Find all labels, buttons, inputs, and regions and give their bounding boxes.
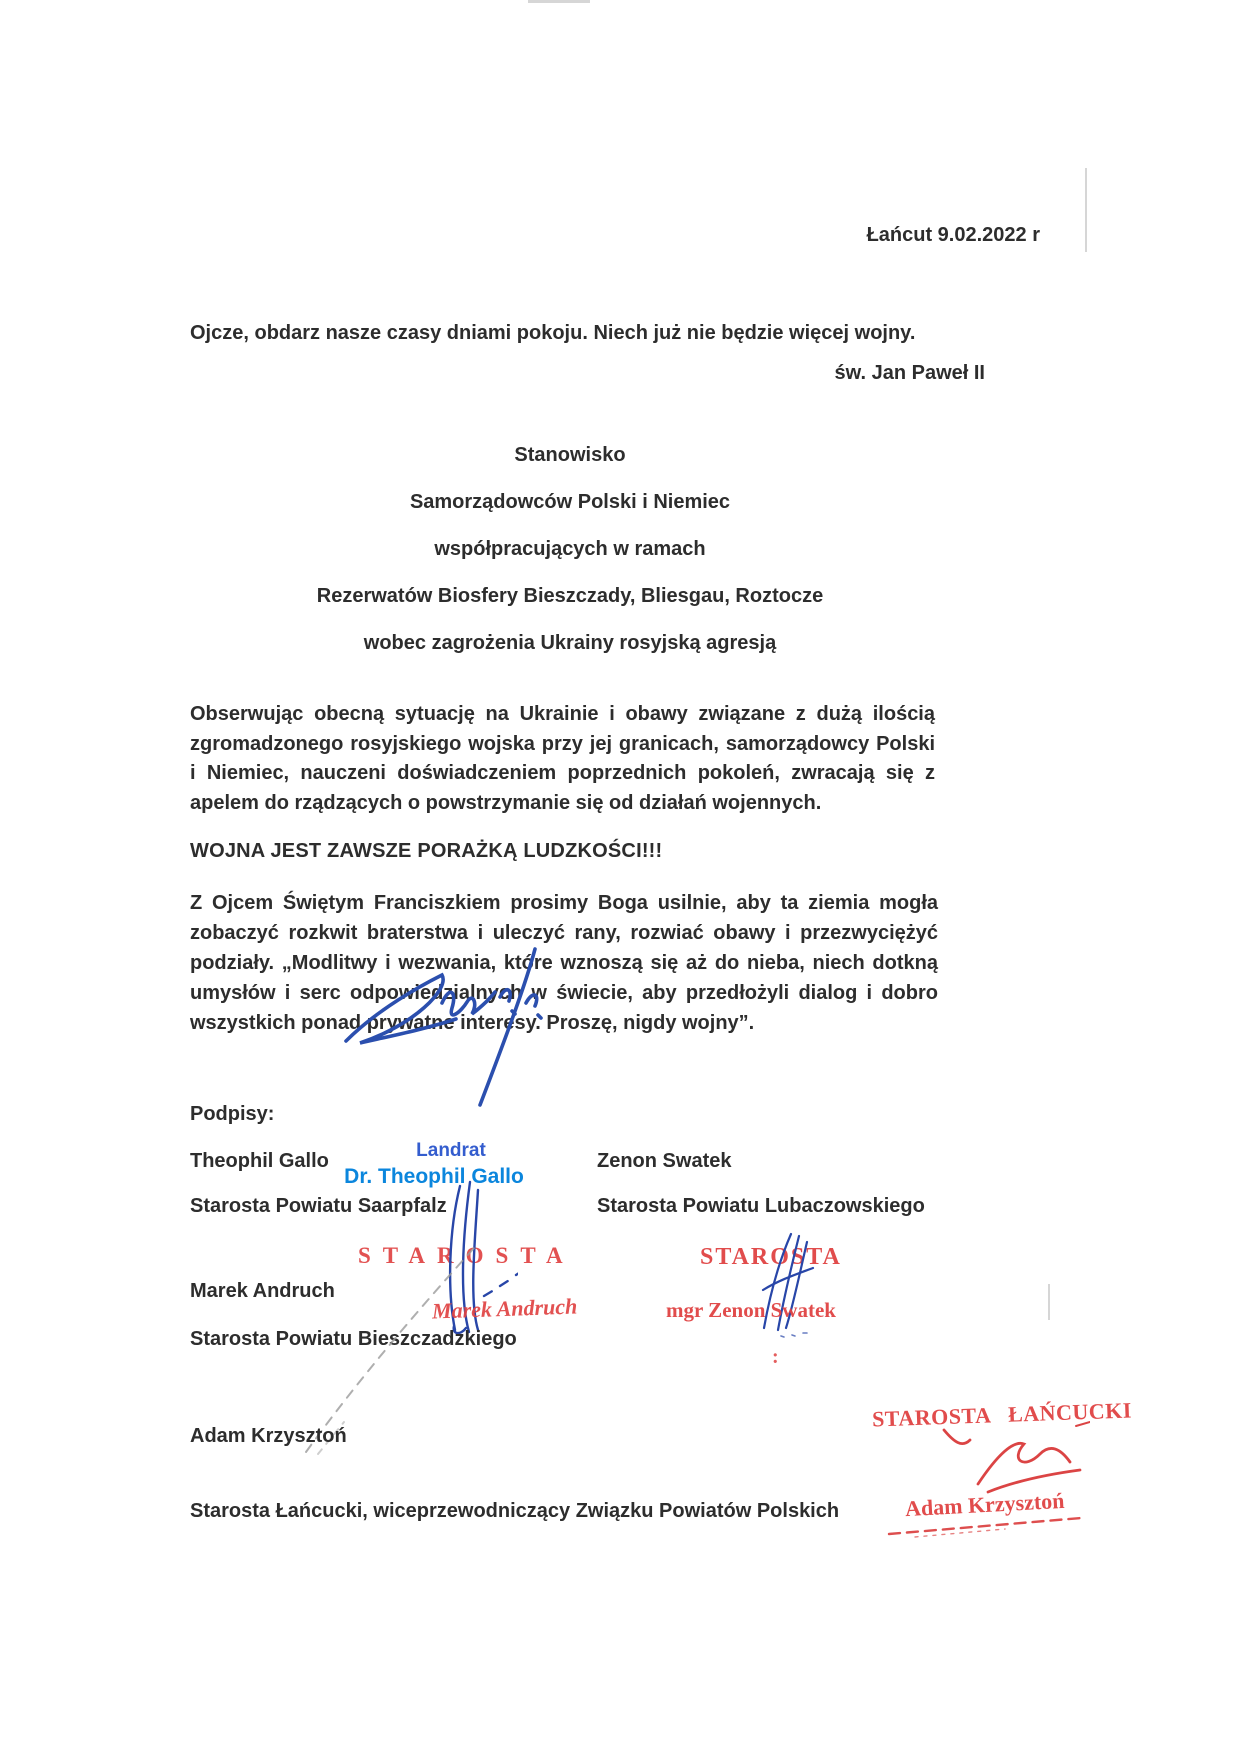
signatory-andruch-title: Starosta Powiatu Bieszczadzkiego [190, 1328, 517, 1350]
quote-attribution: św. Jan Paweł II [834, 362, 985, 384]
scan-edge-artifact-top [528, 0, 590, 3]
document-title [190, 432, 950, 667]
dateline: Łańcut 9.02.2022 r [866, 224, 1040, 246]
swatek-stamp-name: mgr Zenon Swatek [666, 1298, 836, 1322]
slogan-line: WOJNA JEST ZAWSZE PORAŻKĄ LUDZKOŚCI!!! [190, 840, 663, 862]
krzyszton-stamp-header: STAROSTA ŁAŃCUCKI [871, 1397, 1133, 1432]
krzyszton-stamp-name: Adam Krzysztoń [904, 1487, 1066, 1522]
gallo-stamp-title: Landrat [416, 1140, 486, 1161]
andruch-stamp-name: Marek Andruch [431, 1293, 578, 1324]
signatory-krzyszton-title: Starosta Łańcucki, wiceprzewodniczący Związku Powiatów Polskich [190, 1500, 840, 1522]
swatek-stamp-mark: : [772, 1346, 779, 1368]
signatory-gallo-title: Starosta Powiatu Saarpfalz [190, 1195, 447, 1217]
title-line-4: Rezerwatów Biosfery Bieszczady, Bliesgau, Roztocze [316, 585, 824, 607]
scan-edge-artifact-right-1 [1085, 168, 1087, 252]
gallo-stamp-name: Dr. Theophil Gallo [344, 1164, 524, 1188]
signatory-krzyszton-name: Adam Krzysztoń [190, 1425, 347, 1447]
paragraph-2: Z Ojcem Świętym Franciszkiem prosimy Boga usilnie, aby ta ziemia mogła zobaczyć rozkwit braterstwa i uleczyć rany, rozwiać obawy i przezwyciężyć podziały. „Modlitwy i wezwania, które wznoszą się aż do nieba, niech dotkną umysłów i serc odpowiedzialnych w świecie, aby przedłożyli dialog i dobro wszystkich ponad prywatne interesy. Proszę, nigdy wojny”. [190, 892, 938, 1034]
opening-quote: Ojcze, obdarz nasze czasy dniami pokoju. Niech już nie będzie więcej wojny. [190, 322, 916, 344]
title-line-5: wobec zagrożenia Ukrainy rosyjską agresją [363, 632, 777, 654]
gallo-signature [330, 945, 555, 1113]
swatek-stamp-header: STAROSTA [700, 1244, 842, 1270]
paragraph-1: Obserwując obecną sytuację na Ukrainie i obawy związane z dużą ilością zgromadzonego rosyjskiego wojska przy jej granicach, samorządowcy Polski i Niemiec, nauczeni doświadczeniem poprzednich pokoleń, zwracają się z apelem do rządzących o powstrzymanie się od działań wojennych. [190, 703, 935, 814]
krzyszton-stamp-underline [885, 1512, 1085, 1538]
signatory-andruch-name: Marek Andruch [190, 1280, 335, 1302]
swatek-signature [735, 1228, 835, 1346]
title-line-2: Samorządowców Polski i Niemiec [409, 491, 731, 513]
signatures-label: Podpisy: [190, 1103, 275, 1125]
signatory-swatek-title: Starosta Powiatu Lubaczowskiego [597, 1195, 925, 1217]
title-line-3: współpracujących w ramach [434, 538, 706, 560]
scan-edge-artifact-right-2 [1048, 1284, 1050, 1320]
signatory-gallo-name: Theophil Gallo [190, 1150, 329, 1172]
signatory-swatek-name: Zenon Swatek [597, 1150, 732, 1172]
krzyszton-stamp-signature [940, 1412, 1090, 1497]
title-line-1: Stanowisko [514, 444, 626, 466]
andruch-stamp-header: STAROSTA [358, 1243, 575, 1268]
